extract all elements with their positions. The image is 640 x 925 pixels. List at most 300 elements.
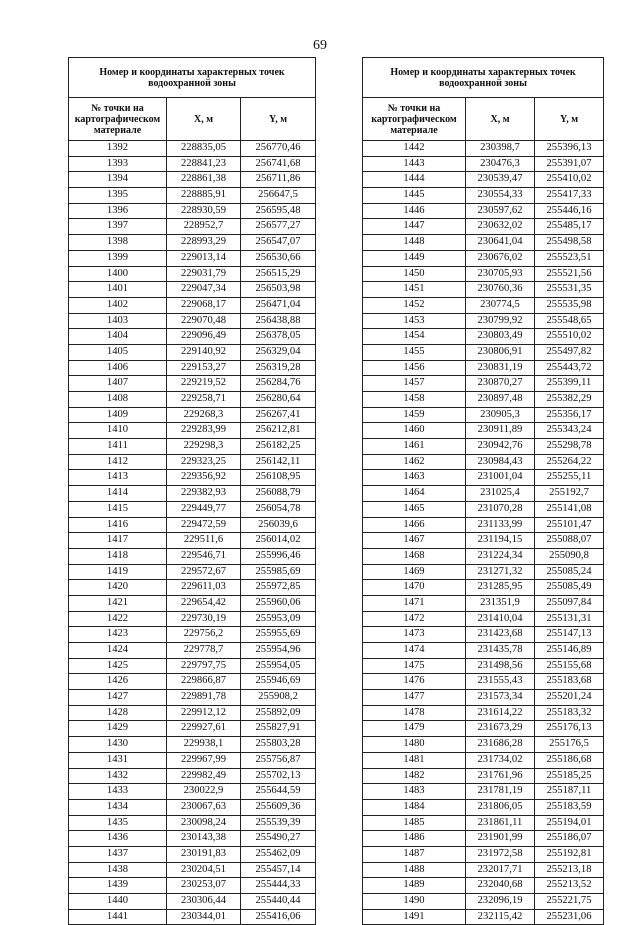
cell-point-number: 1393 — [69, 156, 167, 172]
table-row — [363, 454, 604, 470]
cell-point-number: 1464 — [363, 486, 466, 502]
cell-x: 230774,5 — [466, 297, 535, 313]
table-row — [69, 894, 316, 910]
cell-point-number: 1408 — [69, 392, 167, 408]
cell-y: 255187,11 — [535, 784, 604, 800]
cell-x: 232096,19 — [466, 894, 535, 910]
cell-point-number: 1455 — [363, 344, 466, 360]
cell-point-number: 1415 — [69, 501, 167, 517]
cell-point-number: 1458 — [363, 392, 466, 408]
cell-point-number: 1410 — [69, 423, 167, 439]
cell-x: 230760,36 — [466, 282, 535, 298]
cell-y: 255510,02 — [535, 329, 604, 345]
table-row — [363, 909, 604, 925]
table-row — [69, 831, 316, 847]
cell-point-number: 1479 — [363, 721, 466, 737]
table-row — [363, 768, 604, 784]
cell-y: 255147,13 — [535, 627, 604, 643]
cell-x: 231498,56 — [466, 658, 535, 674]
cell-x: 231271,32 — [466, 564, 535, 580]
cell-y: 255185,25 — [535, 768, 604, 784]
cell-y: 255264,22 — [535, 454, 604, 470]
cell-point-number: 1395 — [69, 188, 167, 204]
cell-point-number: 1392 — [69, 141, 167, 157]
table-row — [69, 862, 316, 878]
table-row — [363, 376, 604, 392]
cell-point-number: 1419 — [69, 564, 167, 580]
table-row — [363, 643, 604, 659]
cell-x: 231573,34 — [466, 690, 535, 706]
cell-x: 231025,4 — [466, 486, 535, 502]
cell-point-number: 1401 — [69, 282, 167, 298]
table-body — [69, 141, 316, 925]
cell-x: 231686,28 — [466, 737, 535, 753]
cell-x: 231614,22 — [466, 705, 535, 721]
cell-y: 255410,02 — [535, 172, 604, 188]
cell-x: 229611,03 — [167, 580, 241, 596]
cell-x: 228835,05 — [167, 141, 241, 157]
cell-y: 255531,35 — [535, 282, 604, 298]
cell-y: 255954,05 — [241, 658, 316, 674]
cell-point-number: 1414 — [69, 486, 167, 502]
cell-y: 255446,16 — [535, 203, 604, 219]
table-title: Номер и координаты характерных точек водоохранной зоны — [363, 58, 604, 98]
cell-point-number: 1470 — [363, 580, 466, 596]
table-row — [363, 580, 604, 596]
cell-x: 229070,48 — [167, 313, 241, 329]
cell-y: 256647,5 — [241, 188, 316, 204]
cell-x: 231673,29 — [466, 721, 535, 737]
cell-y: 255399,11 — [535, 376, 604, 392]
table-row — [69, 643, 316, 659]
cell-x: 229382,93 — [167, 486, 241, 502]
table-row — [69, 156, 316, 172]
cell-x: 229283,99 — [167, 423, 241, 439]
table-row — [69, 439, 316, 455]
cell-x: 229258,71 — [167, 392, 241, 408]
table-row — [69, 282, 316, 298]
table-body — [363, 141, 604, 925]
cell-x: 231423,68 — [466, 627, 535, 643]
cell-y: 255644,59 — [241, 784, 316, 800]
cell-x: 231070,28 — [466, 501, 535, 517]
cell-point-number: 1421 — [69, 595, 167, 611]
cell-x: 230476,3 — [466, 156, 535, 172]
cell-y: 255183,68 — [535, 674, 604, 690]
cell-y: 256267,41 — [241, 407, 316, 423]
table-row — [363, 564, 604, 580]
cell-x: 231435,78 — [466, 643, 535, 659]
table-row — [363, 501, 604, 517]
table-row — [363, 219, 604, 235]
cell-x: 231861,11 — [466, 815, 535, 831]
table-row — [363, 721, 604, 737]
table-row — [363, 266, 604, 282]
table-row — [69, 846, 316, 862]
cell-x: 230897,48 — [466, 392, 535, 408]
table-row — [69, 329, 316, 345]
cell-y: 256014,02 — [241, 533, 316, 549]
cell-y: 255908,2 — [241, 690, 316, 706]
cell-point-number: 1429 — [69, 721, 167, 737]
cell-y: 255985,69 — [241, 564, 316, 580]
table-row — [363, 250, 604, 266]
cell-y: 255221,75 — [535, 894, 604, 910]
cell-y: 255548,65 — [535, 313, 604, 329]
table-row — [69, 784, 316, 800]
cell-point-number: 1488 — [363, 862, 466, 878]
table-row — [69, 595, 316, 611]
cell-x: 229096,49 — [167, 329, 241, 345]
cell-y: 255498,58 — [535, 235, 604, 251]
table-row — [69, 815, 316, 831]
cell-y: 255155,68 — [535, 658, 604, 674]
cell-x: 232017,71 — [466, 862, 535, 878]
table-row — [363, 784, 604, 800]
table-row — [363, 548, 604, 564]
cell-point-number: 1440 — [69, 894, 167, 910]
table-row — [363, 831, 604, 847]
cell-x: 229268,3 — [167, 407, 241, 423]
cell-point-number: 1398 — [69, 235, 167, 251]
cell-y: 255085,49 — [535, 580, 604, 596]
column-header-x: X, м — [466, 98, 535, 141]
table-row — [363, 894, 604, 910]
table-row — [69, 752, 316, 768]
cell-point-number: 1477 — [363, 690, 466, 706]
cell-point-number: 1476 — [363, 674, 466, 690]
table-row — [363, 799, 604, 815]
cell-point-number: 1456 — [363, 360, 466, 376]
table-row — [69, 203, 316, 219]
table-row — [69, 548, 316, 564]
cell-x: 229472,59 — [167, 517, 241, 533]
cell-x: 230911,89 — [466, 423, 535, 439]
cell-y: 255490,27 — [241, 831, 316, 847]
cell-x: 228885,91 — [167, 188, 241, 204]
cell-y: 256438,88 — [241, 313, 316, 329]
cell-point-number: 1403 — [69, 313, 167, 329]
cell-point-number: 1441 — [69, 909, 167, 925]
cell-x: 231555,43 — [466, 674, 535, 690]
cell-y: 256329,04 — [241, 344, 316, 360]
cell-point-number: 1451 — [363, 282, 466, 298]
cell-point-number: 1427 — [69, 690, 167, 706]
cell-x: 229891,78 — [167, 690, 241, 706]
cell-x: 232115,42 — [466, 909, 535, 925]
cell-x: 231410,04 — [466, 611, 535, 627]
table-row — [69, 768, 316, 784]
table-row — [69, 611, 316, 627]
table-row — [363, 674, 604, 690]
cell-y: 255462,09 — [241, 846, 316, 862]
cell-y: 255176,5 — [535, 737, 604, 753]
cell-point-number: 1457 — [363, 376, 466, 392]
cell-y: 255097,84 — [535, 595, 604, 611]
cell-x: 229730,19 — [167, 611, 241, 627]
cell-point-number: 1426 — [69, 674, 167, 690]
cell-x: 231285,95 — [466, 580, 535, 596]
cell-point-number: 1394 — [69, 172, 167, 188]
table-row — [363, 282, 604, 298]
table-row — [363, 470, 604, 486]
cell-y: 255213,52 — [535, 878, 604, 894]
cell-x: 230942,76 — [466, 439, 535, 455]
cell-x: 231734,02 — [466, 752, 535, 768]
cell-x: 231133,99 — [466, 517, 535, 533]
cell-y: 255539,39 — [241, 815, 316, 831]
cell-point-number: 1431 — [69, 752, 167, 768]
cell-y: 256741,68 — [241, 156, 316, 172]
cell-y: 255444,33 — [241, 878, 316, 894]
cell-y: 256088,79 — [241, 486, 316, 502]
cell-x: 231194,15 — [466, 533, 535, 549]
cell-x: 229013,14 — [167, 250, 241, 266]
cell-y: 255803,28 — [241, 737, 316, 753]
cell-y: 256711,86 — [241, 172, 316, 188]
cell-point-number: 1483 — [363, 784, 466, 800]
coordinates-table-right — [362, 57, 604, 925]
table-row — [69, 470, 316, 486]
cell-x: 231781,19 — [466, 784, 535, 800]
table-row — [363, 486, 604, 502]
cell-point-number: 1396 — [69, 203, 167, 219]
cell-x: 229031,79 — [167, 266, 241, 282]
cell-point-number: 1452 — [363, 297, 466, 313]
table-row — [69, 313, 316, 329]
table-row — [363, 188, 604, 204]
cell-x: 231806,05 — [466, 799, 535, 815]
cell-y: 256280,64 — [241, 392, 316, 408]
cell-y: 256577,27 — [241, 219, 316, 235]
cell-point-number: 1409 — [69, 407, 167, 423]
cell-point-number: 1435 — [69, 815, 167, 831]
table-row — [363, 611, 604, 627]
column-header-x: X, м — [167, 98, 241, 141]
cell-point-number: 1448 — [363, 235, 466, 251]
table-row — [363, 737, 604, 753]
cell-point-number: 1425 — [69, 658, 167, 674]
cell-x: 229323,25 — [167, 454, 241, 470]
cell-x: 230632,02 — [466, 219, 535, 235]
cell-x: 229927,61 — [167, 721, 241, 737]
cell-point-number: 1423 — [69, 627, 167, 643]
cell-x: 228930,59 — [167, 203, 241, 219]
cell-point-number: 1475 — [363, 658, 466, 674]
cell-point-number: 1473 — [363, 627, 466, 643]
table-row — [363, 172, 604, 188]
table-row — [69, 235, 316, 251]
table-row — [363, 862, 604, 878]
cell-y: 256770,46 — [241, 141, 316, 157]
cell-point-number: 1420 — [69, 580, 167, 596]
table-row — [363, 203, 604, 219]
cell-y: 255298,78 — [535, 439, 604, 455]
cell-y: 255954,96 — [241, 643, 316, 659]
table-row — [363, 235, 604, 251]
table-row — [69, 627, 316, 643]
cell-point-number: 1405 — [69, 344, 167, 360]
cell-point-number: 1465 — [363, 501, 466, 517]
cell-point-number: 1478 — [363, 705, 466, 721]
table-row — [363, 297, 604, 313]
cell-y: 255609,36 — [241, 799, 316, 815]
cell-point-number: 1462 — [363, 454, 466, 470]
cell-x: 229068,17 — [167, 297, 241, 313]
column-header-point-number: № точки на картографическом материале — [69, 98, 167, 141]
table-row — [363, 595, 604, 611]
cell-point-number: 1434 — [69, 799, 167, 815]
table-row — [363, 705, 604, 721]
table-row — [363, 517, 604, 533]
cell-x: 231972,58 — [466, 846, 535, 862]
cell-point-number: 1404 — [69, 329, 167, 345]
cell-x: 228841,23 — [167, 156, 241, 172]
cell-x: 230806,91 — [466, 344, 535, 360]
cell-x: 230905,3 — [466, 407, 535, 423]
cell-x: 230676,02 — [466, 250, 535, 266]
cell-point-number: 1418 — [69, 548, 167, 564]
cell-x: 230641,04 — [466, 235, 535, 251]
cell-point-number: 1460 — [363, 423, 466, 439]
cell-y: 255485,17 — [535, 219, 604, 235]
cell-point-number: 1484 — [363, 799, 466, 815]
cell-point-number: 1428 — [69, 705, 167, 721]
cell-y: 255396,13 — [535, 141, 604, 157]
table-row — [69, 486, 316, 502]
cell-y: 255443,72 — [535, 360, 604, 376]
cell-x: 230803,49 — [466, 329, 535, 345]
cell-point-number: 1474 — [363, 643, 466, 659]
cell-y: 255183,32 — [535, 705, 604, 721]
table-row — [69, 141, 316, 157]
table-row — [363, 423, 604, 439]
cell-y: 256284,76 — [241, 376, 316, 392]
cell-point-number: 1436 — [69, 831, 167, 847]
cell-x: 229797,75 — [167, 658, 241, 674]
cell-y: 255892,09 — [241, 705, 316, 721]
column-header-y: Y, м — [535, 98, 604, 141]
table-row — [69, 392, 316, 408]
cell-y: 255213,18 — [535, 862, 604, 878]
table-row — [69, 344, 316, 360]
table-row — [363, 752, 604, 768]
table-row — [363, 407, 604, 423]
cell-x: 229140,92 — [167, 344, 241, 360]
table-row — [69, 878, 316, 894]
cell-y: 255827,91 — [241, 721, 316, 737]
cell-point-number: 1447 — [363, 219, 466, 235]
cell-y: 255194,01 — [535, 815, 604, 831]
cell-point-number: 1430 — [69, 737, 167, 753]
table-row — [363, 392, 604, 408]
table-row — [363, 533, 604, 549]
cell-x: 231224,34 — [466, 548, 535, 564]
cell-point-number: 1416 — [69, 517, 167, 533]
cell-y: 256182,25 — [241, 439, 316, 455]
table-row — [363, 156, 604, 172]
cell-point-number: 1407 — [69, 376, 167, 392]
table-row — [69, 533, 316, 549]
cell-x: 231001,04 — [466, 470, 535, 486]
cell-x: 230098,24 — [167, 815, 241, 831]
cell-point-number: 1482 — [363, 768, 466, 784]
cell-y: 255146,89 — [535, 643, 604, 659]
cell-x: 231351,9 — [466, 595, 535, 611]
cell-y: 255497,82 — [535, 344, 604, 360]
cell-y: 256378,05 — [241, 329, 316, 345]
cell-x: 230143,38 — [167, 831, 241, 847]
cell-point-number: 1437 — [69, 846, 167, 862]
cell-x: 228993,29 — [167, 235, 241, 251]
cell-point-number: 1486 — [363, 831, 466, 847]
cell-y: 255523,51 — [535, 250, 604, 266]
cell-x: 228952,7 — [167, 219, 241, 235]
table-row — [363, 878, 604, 894]
page-number: 69 — [313, 38, 327, 53]
cell-point-number: 1413 — [69, 470, 167, 486]
cell-point-number: 1467 — [363, 533, 466, 549]
table-row — [69, 674, 316, 690]
cell-point-number: 1481 — [363, 752, 466, 768]
cell-point-number: 1433 — [69, 784, 167, 800]
cell-y: 255186,68 — [535, 752, 604, 768]
cell-x: 230539,47 — [466, 172, 535, 188]
table-row — [69, 172, 316, 188]
table-row — [69, 266, 316, 282]
cell-x: 229511,6 — [167, 533, 241, 549]
cell-point-number: 1489 — [363, 878, 466, 894]
cell-y: 255343,24 — [535, 423, 604, 439]
table-row — [69, 517, 316, 533]
cell-x: 230799,92 — [466, 313, 535, 329]
cell-y: 255255,11 — [535, 470, 604, 486]
table-row — [69, 564, 316, 580]
cell-point-number: 1399 — [69, 250, 167, 266]
table-row — [69, 219, 316, 235]
cell-y: 255131,31 — [535, 611, 604, 627]
cell-point-number: 1412 — [69, 454, 167, 470]
table-row — [69, 454, 316, 470]
cell-x: 230344,01 — [167, 909, 241, 925]
cell-point-number: 1444 — [363, 172, 466, 188]
cell-x: 232040,68 — [466, 878, 535, 894]
cell-x: 228861,38 — [167, 172, 241, 188]
cell-y: 255416,06 — [241, 909, 316, 925]
cell-point-number: 1432 — [69, 768, 167, 784]
table-row — [363, 439, 604, 455]
cell-x: 230306,44 — [167, 894, 241, 910]
cell-y: 255391,07 — [535, 156, 604, 172]
cell-x: 229298,3 — [167, 439, 241, 455]
cell-point-number: 1480 — [363, 737, 466, 753]
cell-x: 230705,93 — [466, 266, 535, 282]
cell-point-number: 1450 — [363, 266, 466, 282]
cell-x: 229572,67 — [167, 564, 241, 580]
cell-x: 230067,63 — [167, 799, 241, 815]
cell-y: 255972,85 — [241, 580, 316, 596]
cell-point-number: 1422 — [69, 611, 167, 627]
cell-y: 256039,6 — [241, 517, 316, 533]
cell-x: 230253,07 — [167, 878, 241, 894]
cell-y: 255192,7 — [535, 486, 604, 502]
cell-point-number: 1445 — [363, 188, 466, 204]
cell-y: 255192,81 — [535, 846, 604, 862]
cell-x: 229449,77 — [167, 501, 241, 517]
cell-x: 229546,71 — [167, 548, 241, 564]
coordinates-table-left — [68, 57, 316, 925]
column-header-point-number: № точки на картографическом материале — [363, 98, 466, 141]
